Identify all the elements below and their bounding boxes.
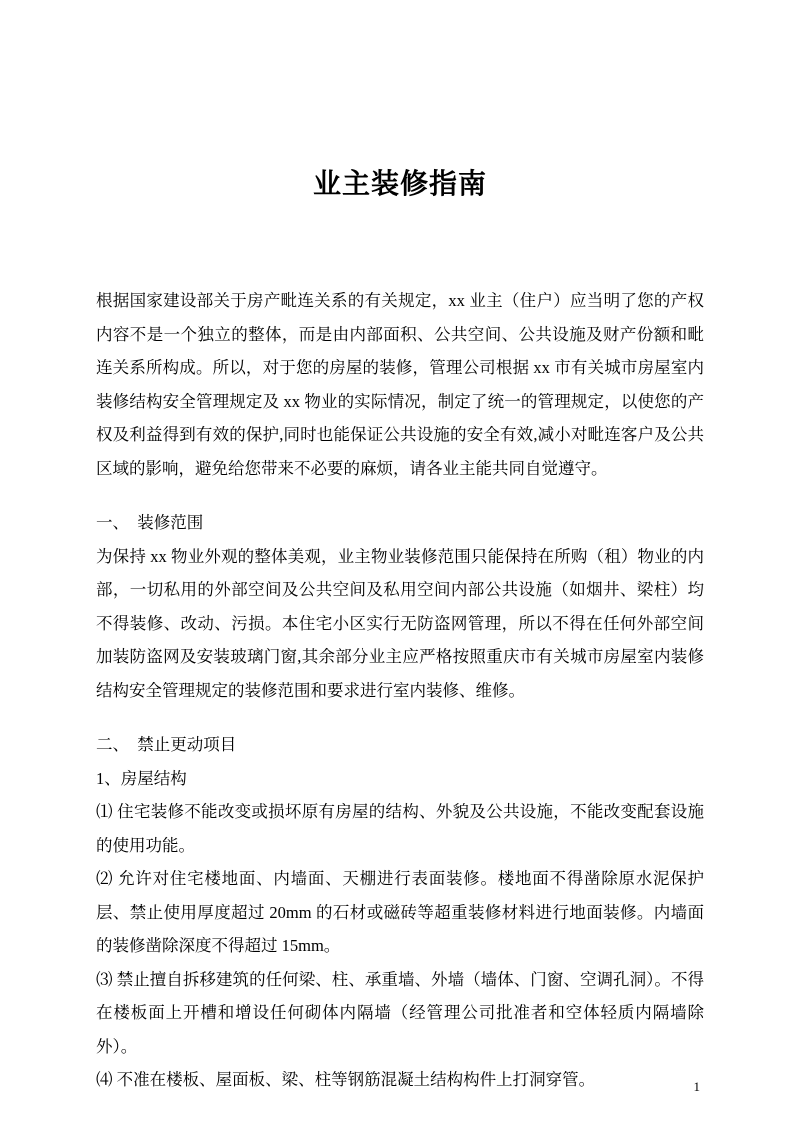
list-item-3: ⑶ 禁止擅自拆移建筑的任何梁、柱、承重墙、外墙（墙体、门窗、空调孔洞）。不得在楼板面上开槽和增设任何砌体内隔墙（经管理公司批准者和空体轻质内隔墙除外）。 — [96, 969, 704, 1056]
subheading-house-structure: 1、房屋结构 — [96, 768, 187, 788]
document-content — [0, 160, 800, 1097]
section-heading-prohibited-changes: 二、 禁止更动项目 — [96, 735, 237, 754]
page-title: 业主装修指南 — [312, 169, 487, 200]
list-item-1: ⑴ 住宅装修不能改变或损坏原有房屋的结构、外貌及公共设施，不能改变配套设施的使用功能。 — [96, 802, 704, 855]
section-heading-renovation-scope: 一、 装修范围 — [96, 513, 204, 532]
page-number: 1 — [693, 1079, 700, 1094]
section-prohibited-changes — [96, 728, 704, 1097]
section-renovation-scope — [96, 506, 704, 707]
intro-paragraph: 根据国家建设部关于房产毗连关系的有关规定，xx 业主（住户）应当明了您的产权内容不是一个独立的整体，而是由内部面积、公共空间、公共设施及财产份额和毗连关系所构成。所以，对于您的房屋的装修，管理公司根据 xx 市有关城市房屋室内装修结构安全管理规定及 xx 物业的实际情况，制定了统一的管理规定，以使您的产权及利益得到有效的保护,同时也能保证公共设施的安全有效,减小对毗连客户及公共区域的影响，避免给您带来不必要的麻烦，请各业主能共同自觉遵守。 — [96, 291, 704, 478]
section-paragraph-renovation-scope: 为保持 xx 物业外观的整体美观，业主物业装修范围只能保持在所购（租）物业的内部，一切私用的外部空间及公共空间及私用空间内部公共设施（如烟井、梁柱）均不得装修、改动、污损。本住宅小区实行无防盗网管理，所以不得在任何外部空间加装防盗网及安装玻璃门窗,其余部分业主应严格按照重庆市有关城市房屋室内装修结构安全管理规定的装修范围和要求进行室内装修、维修。 — [96, 546, 704, 700]
list-item-2: ⑵ 允许对住宅楼地面、内墙面、天棚进行表面装修。楼地面不得凿除原水泥保护层、禁止使用厚度超过 20mm 的石材或磁砖等超重装修材料进行地面装修。内墙面的装修凿除深度不得超过 15mm。 — [96, 869, 704, 955]
list-item-4: ⑷ 不准在楼板、屋面板、梁、柱等钢筋混凝土结构构件上打洞穿管。 — [96, 1070, 596, 1089]
